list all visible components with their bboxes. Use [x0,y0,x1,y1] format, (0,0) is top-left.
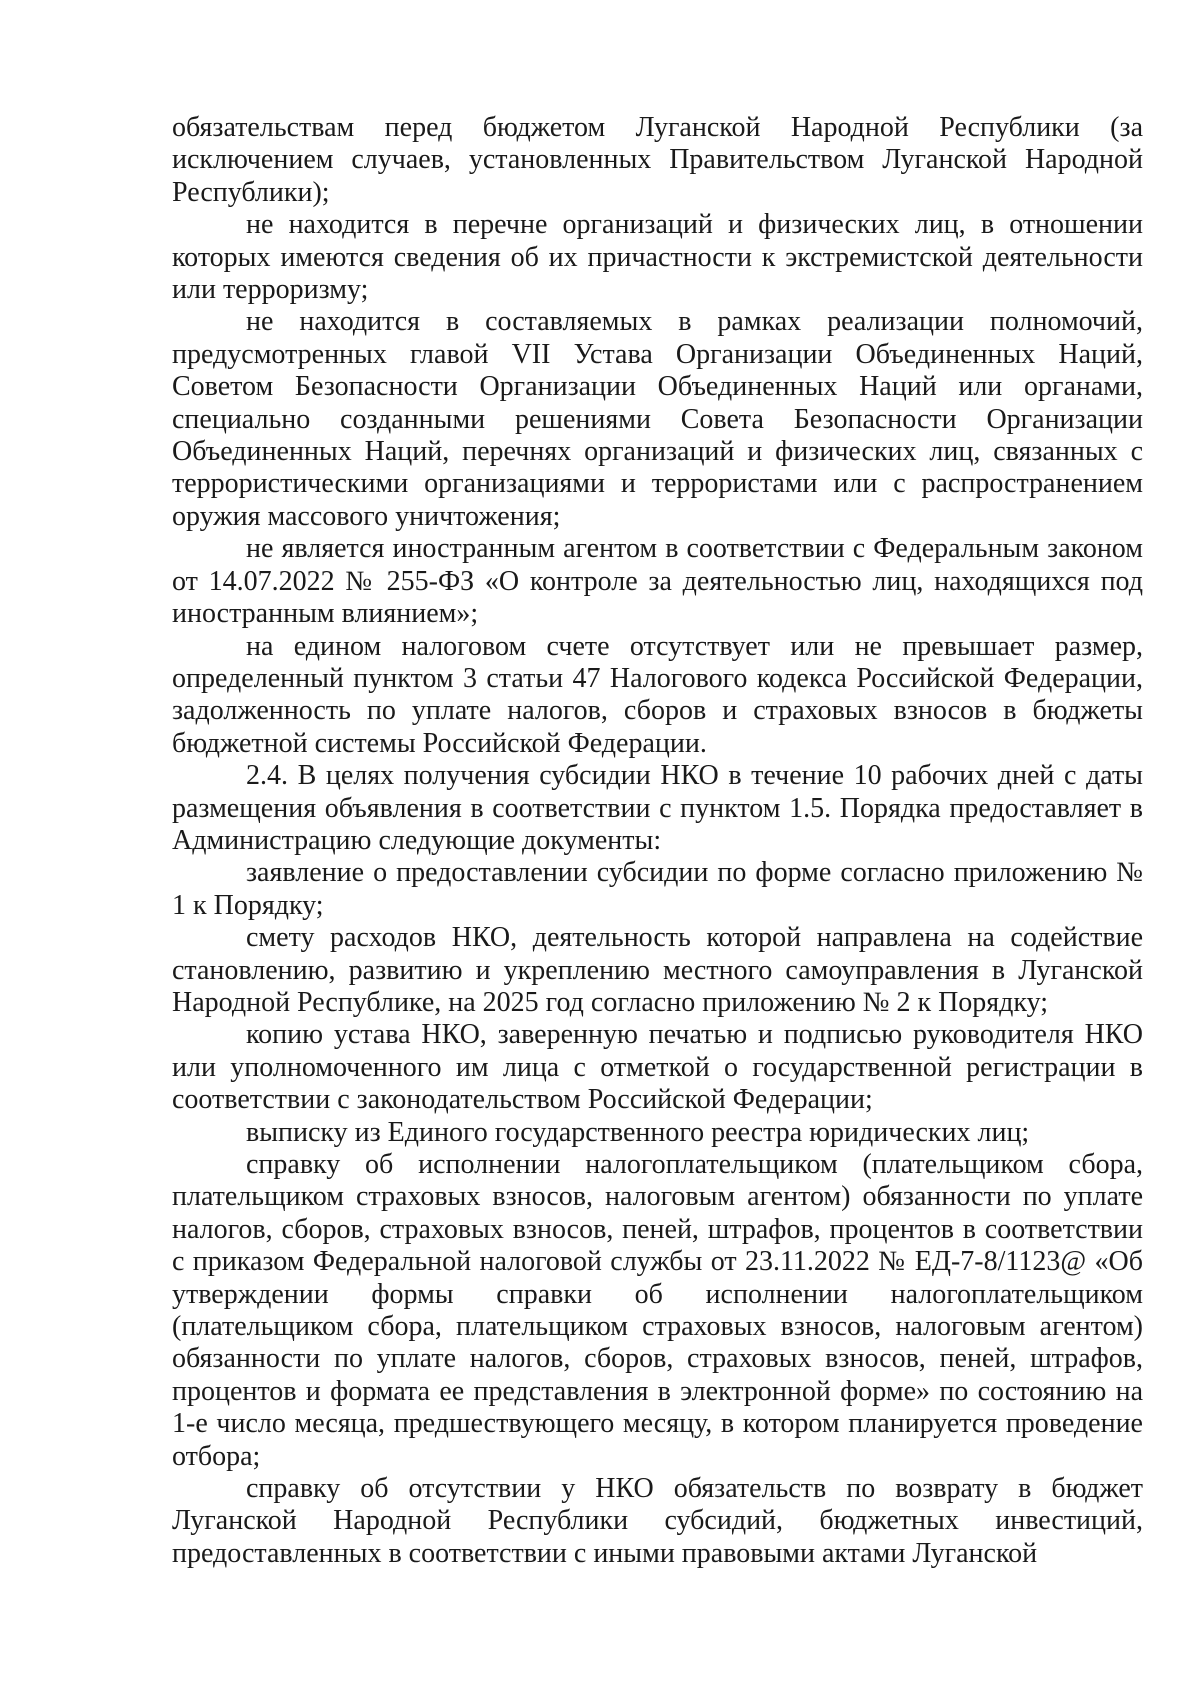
paragraph: не является иностранным агентом в соответствии с Федеральным законом от 14.07.2022 № 255-ФЗ «О контроле за деятельностью лиц, находящихся под иностранным влиянием»; [172,533,1143,630]
paragraph: копию устава НКО, заверенную печатью и подписью руководителя НКО или уполномоченного им лица с отметкой о государственной регистрации в соответствии с законодательством Российской Федерации; [172,1019,1143,1116]
paragraph: 2.4. В целях получения субсидии НКО в течение 10 рабочих дней с даты размещения объявления в соответствии с пунктом 1.5. Порядка предоставляет в Администрацию следующие документы: [172,760,1143,856]
paragraph: не находится в перечне организаций и физических лиц, в отношении которых имеются сведения об их причастности к экстремистской деятельности или терроризму; [172,209,1143,306]
paragraph: заявление о предоставлении субсидии по форме согласно приложению № 1 к Порядку; [172,857,1143,921]
paragraph: справку об отсутствии у НКО обязательств по возврату в бюджет Луганской Народной Республики субсидий, бюджетных инвестиций, предоставленных в соответствии с иными правовыми актами Луганской [172,1473,1143,1569]
document-body [172,112,1143,1570]
paragraph: смету расходов НКО, деятельность которой направлена на содействие становлению, развитию и укреплению местного самоуправления в Луганской Народной Республике, на 2025 год согласно приложению № 2 к Порядку; [172,922,1143,1018]
paragraph: на едином налоговом счете отсутствует или не превышает размер, определенный пунктом 3 статьи 47 Налогового кодекса Российской Федерации, задолженность по уплате налогов, сборов и страховых взносов в бюджеты бюджетной системы Российской Федерации. [172,630,1143,759]
paragraph: не находится в составляемых в рамках реализации полномочий, предусмотренных главой VII Устава Организации Объединенных Наций, Советом Безопасности Организации Объединенных Наций или органами, специально созданными решениями Совета Безопасности Организации Объединенных Наций, перечнях организаций и физических лиц, связанных с террористическими организациями и террористами или с распространением оружия массового уничтожения; [172,306,1143,532]
paragraph: справку об исполнении налогоплательщиком (плательщиком сбора, плательщиком страховых взносов, налоговым агентом) обязанности по уплате налогов, сборов, страховых взносов, пеней, штрафов, процентов в соответствии с приказом Федеральной налоговой службы от 23.11.2022 № ЕД-7-8/1123@ «Об утверждении формы справки об исполнении налогоплательщиком (плательщиком сбора, плательщиком страховых взносов, налоговым агентом) обязанности по уплате налогов, сборов, страховых взносов, пеней, штрафов, процентов и формата ее представления в электронной форме» по состоянию на 1-е число месяца, предшествующего месяцу, в котором планируется проведение отбора; [172,1149,1143,1472]
paragraph: выписку из Единого государственного реестра юридических лиц; [246,1116,1030,1148]
paragraph: обязательствам перед бюджетом Луганской Народной Республики (за исключением случаев, установленных Правительством Луганской Народной Республики); [172,112,1143,208]
